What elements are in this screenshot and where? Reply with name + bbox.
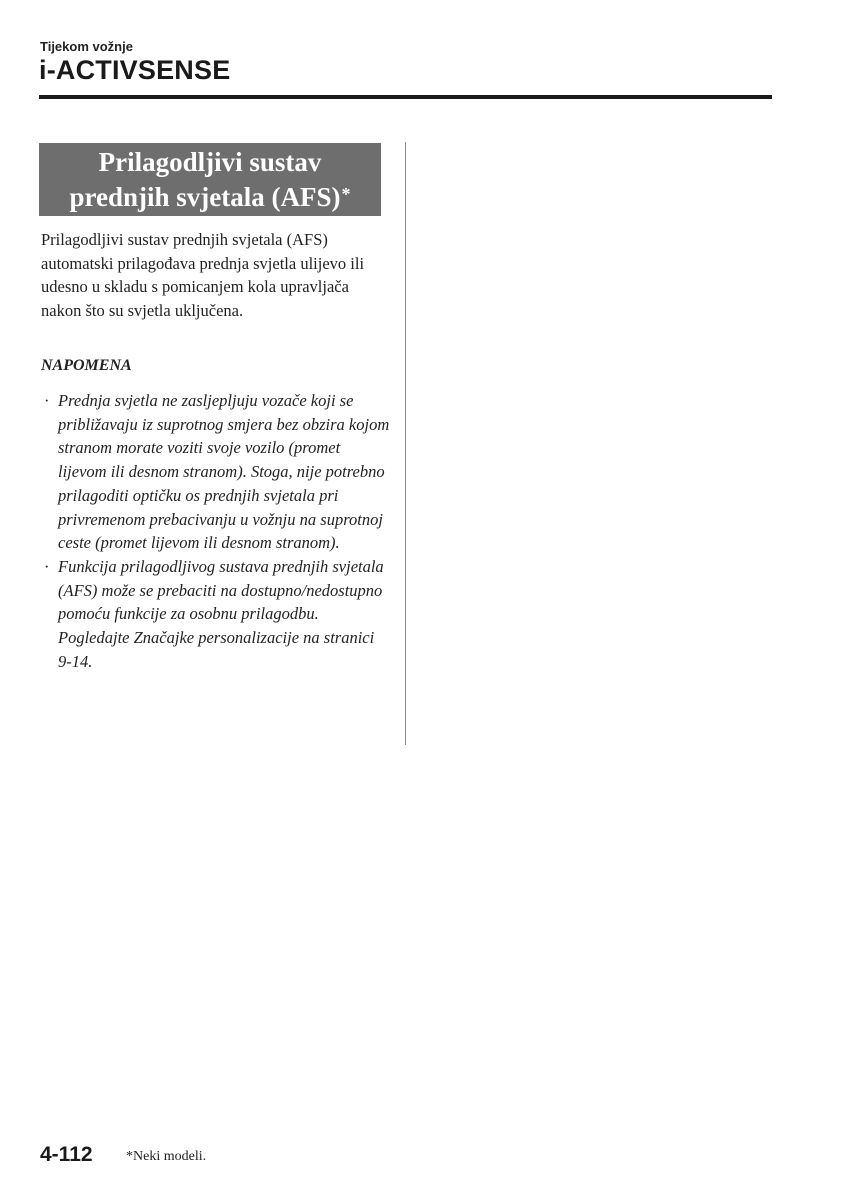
footnote: *Neki modeli. xyxy=(126,1149,207,1164)
model-footnote-mark: * xyxy=(341,184,351,204)
note-item xyxy=(41,389,391,555)
topic-heading-line1: Prilagodljivi sustav xyxy=(98,147,322,177)
topic-heading-line2 xyxy=(39,180,381,215)
page-number: 4-112 xyxy=(40,1143,93,1166)
header-divider xyxy=(39,95,772,99)
note-reference: Pogledajte Značajke personalizacije na stranici 9-14. xyxy=(58,628,375,671)
note-heading: NAPOMENA xyxy=(41,357,132,374)
note-list xyxy=(41,389,391,673)
bullet-marker: · xyxy=(44,391,50,410)
column-divider xyxy=(405,142,406,745)
note-item xyxy=(41,555,391,674)
description-paragraph: Prilagodljivi sustav prednjih svjetala (AFS) automatski prilagođava prednja svjetla ulijevo ili udesno u skladu s pomicanjem kola upravljača nakon što su svjetla uključena. xyxy=(41,230,365,321)
section-title: i-ACTIVSENSE xyxy=(39,55,231,85)
topic-heading-text: prednjih svjetala (AFS) xyxy=(69,182,341,212)
note-text: Funkcija prilagodljivog sustava prednjih svjetala (AFS) može se prebaciti na dostupno/nedostupno pomoću funkcije za osobnu prilagodbu. xyxy=(58,556,384,624)
note-text: Prednja svjetla ne zasljepljuju vozače koji se približavaju iz suprotnog smjera bez obzira kojom stranom morate voziti svoje vozilo (promet lijevom ili desnom stranom). Stoga, nije potrebno prilagoditi optičku os prednjih svjetala pri privremenom prebacivanju u vožnju na suprotnoj ceste (promet lijevom ili desnom stranom). xyxy=(58,391,390,553)
topic-heading-box xyxy=(39,143,381,216)
bullet-marker: · xyxy=(44,556,50,576)
chapter-label: Tijekom vožnje xyxy=(40,39,133,54)
